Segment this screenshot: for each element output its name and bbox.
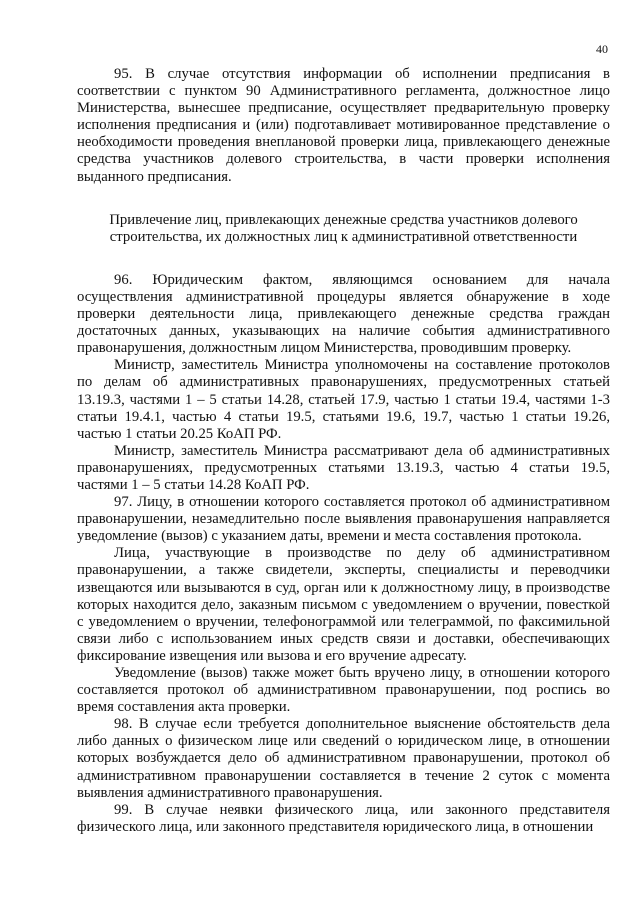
- paragraph-minister-cases: Министр, заместитель Министра рассматривают дела об административных правонарушениях, предусмотренных статьями 13.19.3, частью 4 статьи 19.5, частями 1 – 5 статьи 14.28 КоАП РФ.: [77, 442, 610, 493]
- paragraph-96: 96. Юридическим фактом, являющимся основанием для начала осуществления административной процедуры является обнаружение в ходе проверки деятельности лица, привлекающего денежные средства граждан достаточных данных, указывающих на наличие события административного правонарушения, должностным лицом Министерства, проводившим проверку.: [77, 271, 610, 357]
- paragraph-99: 99. В случае неявки физического лица, или законного представителя физического лица, или законного представителя юридического лица, в отношении: [77, 801, 610, 835]
- paragraph-95: 95. В случае отсутствия информации об исполнении предписания в соответствии с пунктом 90 Административного регламента, должностное лицо Министерства, вынесшее предписание, осуществляет предварительную проверку исполнения предписания и (или) подготавливает мотивированное представление о необходимости проведения внеплановой проверки лица, привлекающего денежные средства участников долевого строительства, в части проверки исполнения выданного предписания.: [77, 66, 610, 185]
- paragraph-97: 97. Лицу, в отношении которого составляется протокол об административном правонарушении, незамедлительно после выявления правонарушения направляется уведомление (вызов) с указанием даты, времени и места составления протокола.: [77, 494, 610, 545]
- paragraph-98: 98. В случае если требуется дополнительное выяснение обстоятельств дела либо данных о физическом лице или сведений о юридическом лице, в отношении которых возбуждается дело об административном правонарушении, протокол об административном правонарушении составляется в течение 2 суток с момента выявления административного правонарушения.: [77, 716, 610, 801]
- section-heading: Привлечение лиц, привлекающих денежные средства участников долевого строительства, их должностных лиц к административной ответственности: [109, 211, 578, 245]
- paragraph-minister-protocols: Министр, заместитель Министра уполномочены на составление протоколов по делам об административных правонарушениях, предусмотренных статьей 13.19.3, частями 1 – 5 статьи 14.28, статьей 17.9, частью 1 статьи 19.4, частями 1-3 статьи 19.4.1, частью 4 статьи 19.5, статьями 19.6, 19.7, частью 1 статьи 19.26, частью 1 статьи 20.25 КоАП РФ.: [77, 357, 610, 442]
- paragraph-notice-delivery: Уведомление (вызов) также может быть вручено лицу, в отношении которого составляется протокол об административном правонарушении, под роспись во время составления акта проверки.: [77, 665, 610, 716]
- page-number: 40: [596, 42, 608, 56]
- paragraph-participants-notice: Лица, участвующие в производстве по делу об административном правонарушении, а также свидетели, эксперты, специалисты и переводчики извещаются или вызываются в суд, орган или к должностному лицу, в производстве которых находится дело, заказным письмом с уведомлением о вручении, повесткой с уведомлением о вручении, телефонограммой или телеграммой, по факсимильной связи либо с использованием иных средств связи и доставки, обеспечивающих фиксирование извещения или вызова и его вручение адресату.: [77, 545, 610, 664]
- document-body: [77, 66, 610, 836]
